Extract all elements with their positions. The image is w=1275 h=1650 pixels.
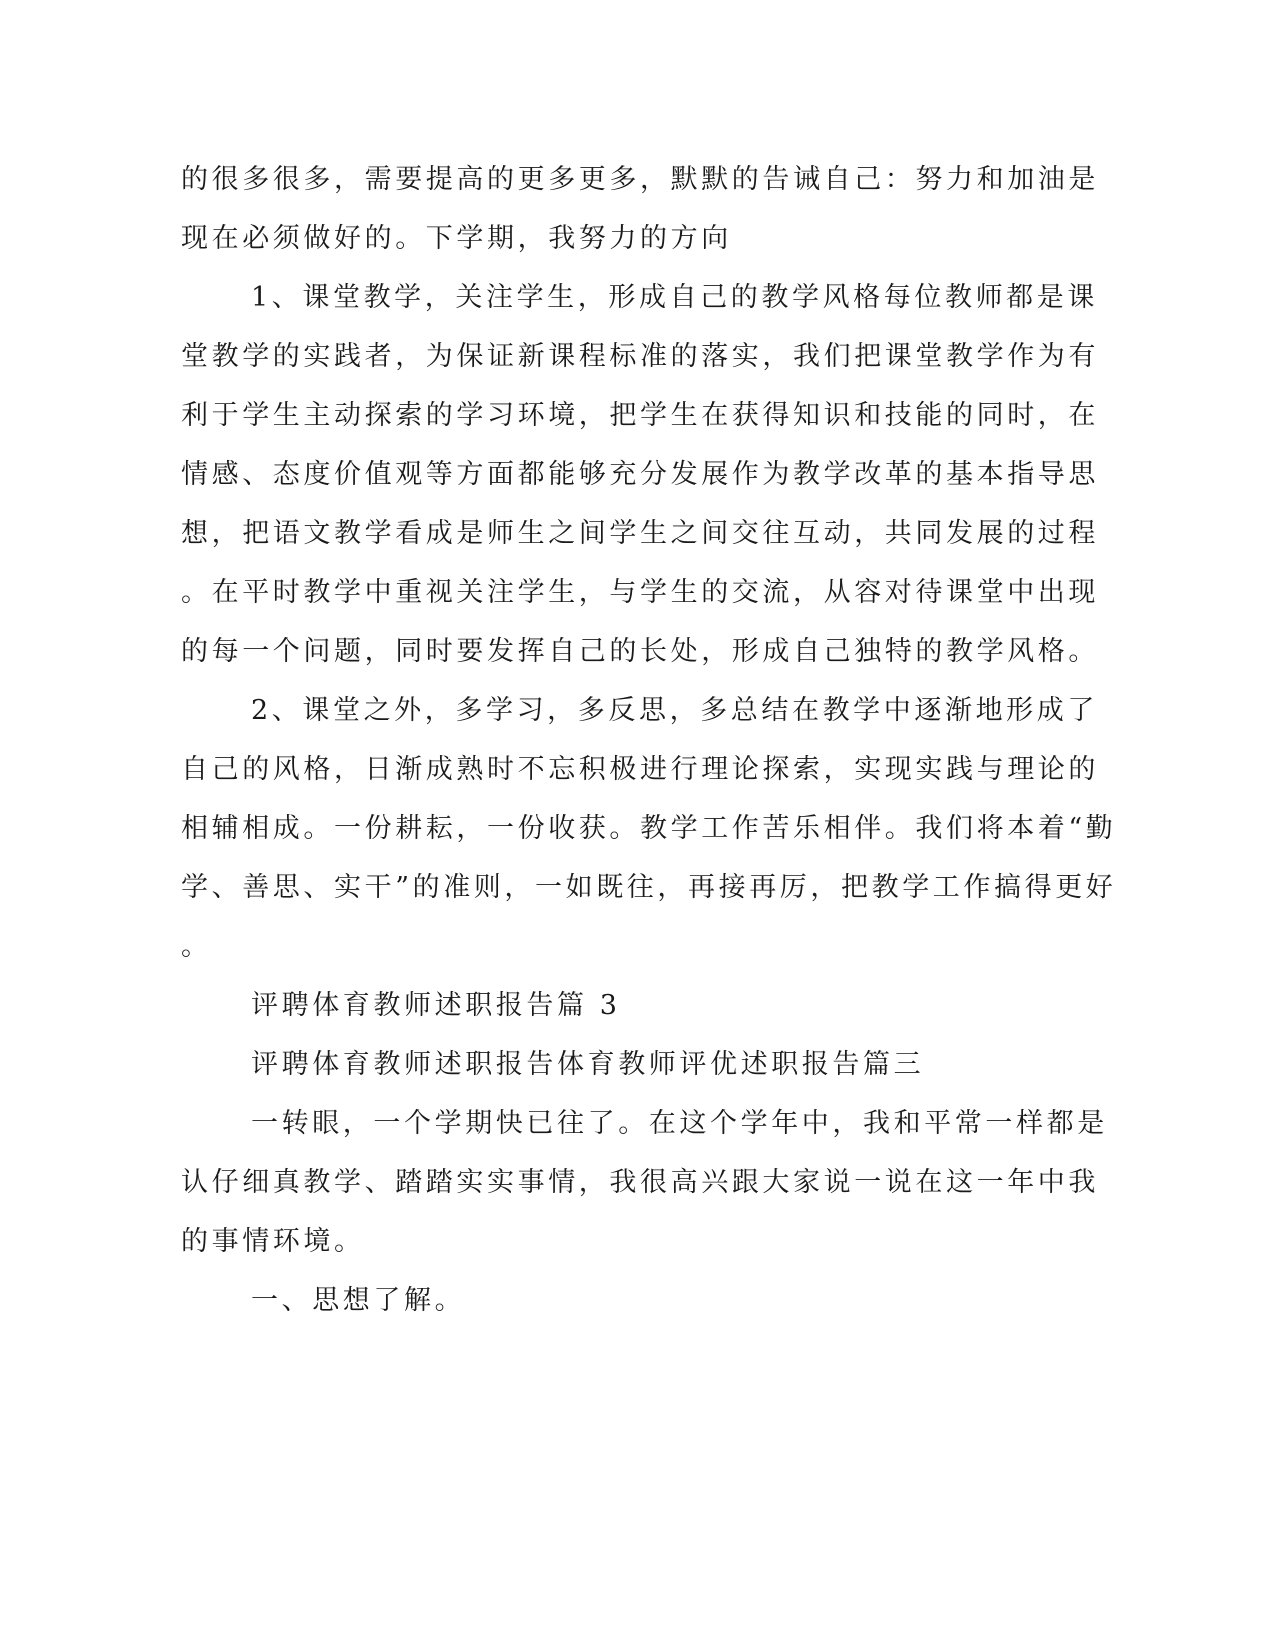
text-line: 的很多很多，需要提高的更多更多，默默的告诫自己：努力和加油是 xyxy=(181,164,1099,195)
text-line: 的每一个问题，同时要发挥自己的长处，形成自己独特的教学风格。 xyxy=(181,636,1099,667)
text-line: 的事情环境。 xyxy=(181,1226,365,1257)
paragraph-start-line: 1、课堂教学，关注学生，形成自己的教学风格每位教师都是课 xyxy=(251,282,1098,313)
numbered-heading: 一、思想了解。 xyxy=(251,1285,466,1316)
section-subheading: 评聘体育教师述职报告体育教师评优述职报告篇三 xyxy=(251,1049,925,1080)
text-line: 利于学生主动探索的学习环境，把学生在获得知识和技能的同时，在 xyxy=(181,400,1099,431)
paragraph-start-line: 一转眼，一个学期快已往了。在这个学年中，我和平常一样都是 xyxy=(251,1108,1108,1139)
text-line: 自己的风格，日渐成熟时不忘积极进行理论探索，实现实践与理论的 xyxy=(181,754,1099,785)
text-line: 情感、态度价值观等方面都能够充分发展作为教学改革的基本指导思 xyxy=(181,459,1099,490)
text-line: 。 xyxy=(181,931,212,962)
paragraph-start-line: 2、课堂之外，多学习，多反思，多总结在教学中逐渐地形成了 xyxy=(251,695,1098,726)
text-line: 想，把语文教学看成是师生之间学生之间交往互动，共同发展的过程 xyxy=(181,518,1099,549)
text-line: 堂教学的实践者，为保证新课程标准的落实，我们把课堂教学作为有 xyxy=(181,341,1099,372)
section-heading: 评聘体育教师述职报告篇 3 xyxy=(251,990,621,1021)
text-line: 学、善思、实干”的准则，一如既往，再接再厉，把教学工作搞得更好 xyxy=(181,872,1117,903)
text-line: 相辅相成。一份耕耘，一份收获。教学工作苦乐相伴。我们将本着“勤 xyxy=(181,813,1117,844)
text-line: 。在平时教学中重视关注学生，与学生的交流，从容对待课堂中出现 xyxy=(181,577,1099,608)
text-line: 现在必须做好的。下学期，我努力的方向 xyxy=(181,223,732,254)
text-line: 认仔细真教学、踏踏实实事情，我很高兴跟大家说一说在这一年中我 xyxy=(181,1167,1099,1198)
